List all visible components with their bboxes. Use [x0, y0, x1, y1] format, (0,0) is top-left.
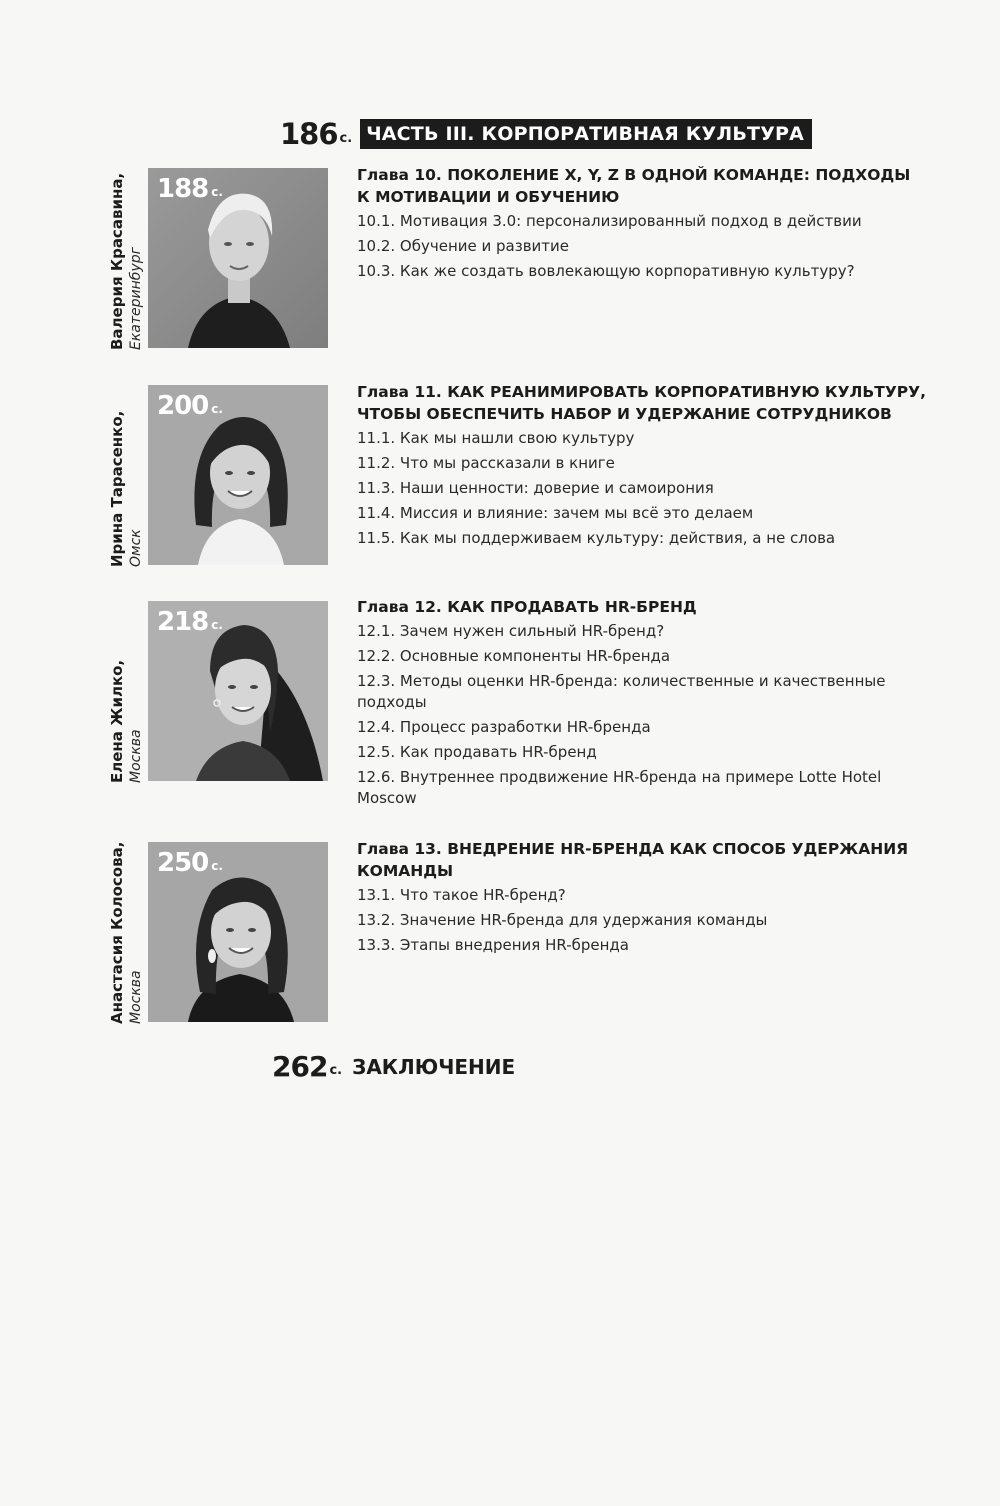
- list-item: 12.2. Основные компоненты HR-бренда: [357, 647, 671, 665]
- photo-page-number: [157, 848, 223, 878]
- page-suffix: с.: [211, 618, 223, 632]
- photo-page-number: [157, 174, 223, 204]
- conclusion-entry: [272, 1050, 515, 1083]
- conclusion-page-suffix: с.: [329, 1063, 343, 1078]
- author-city: Екатеринбург: [128, 247, 144, 350]
- author-name: Валерия Красавина,: [108, 172, 126, 350]
- author-photo: [148, 168, 328, 348]
- list-item: 10.2. Обучение и развитие: [357, 237, 570, 255]
- author-name: Елена Жилко,: [108, 659, 126, 783]
- page-suffix: с.: [211, 185, 223, 199]
- author-name: Ирина Тарасенко,: [108, 410, 126, 567]
- list-item: 11.2. Что мы рассказали в книге: [357, 454, 615, 472]
- photo-page-number: [157, 607, 223, 637]
- list-item: 10.1. Мотивация 3.0: персонализированный подход в действии: [357, 212, 862, 230]
- list-item: 12.3. Методы оценки HR-бренда: количественные и качественные подходы: [357, 672, 886, 711]
- list-item: 10.3. Как же создать вовлекающую корпоративную культуру?: [357, 262, 855, 280]
- part-header: [280, 114, 812, 154]
- chapter-title: Глава 12. КАК ПРОДАВАТЬ HR-БРЕНД: [357, 598, 697, 616]
- list-item: 12.6. Внутреннее продвижение HR-бренда на примере Lotte Hotel Moscow: [357, 768, 882, 807]
- page-number: 188: [157, 174, 209, 204]
- author-city: Москва: [128, 729, 144, 783]
- author-photo: [148, 601, 328, 781]
- page-suffix: с.: [211, 859, 223, 873]
- chapter-title: Глава 10. ПОКОЛЕНИЕ X, Y, Z В ОДНОЙ КОМАНДЕ: ПОДХОДЫ К МОТИВАЦИИ И ОБУЧЕНИЮ: [357, 166, 911, 206]
- conclusion-page-number: 262: [272, 1050, 328, 1083]
- author-caption: [108, 842, 145, 1024]
- chapter-block: [357, 164, 927, 286]
- chapter-block: [357, 596, 927, 813]
- author-city: Омск: [128, 529, 144, 567]
- list-item: 13.1. Что такое HR-бренд?: [357, 886, 566, 904]
- list-item: 12.1. Зачем нужен сильный HR-бренд?: [357, 622, 665, 640]
- list-item: 11.3. Наши ценности: доверие и самоирония: [357, 479, 714, 497]
- chapter-items: [357, 885, 927, 956]
- list-item: 11.1. Как мы нашли свою культуру: [357, 429, 635, 447]
- chapter-items: [357, 621, 927, 809]
- author-caption: [108, 411, 145, 567]
- conclusion-title: ЗАКЛЮЧЕНИЕ: [352, 1054, 516, 1079]
- list-item: 11.5. Как мы поддерживаем культуру: действия, а не слова: [357, 529, 836, 547]
- author-caption: [108, 660, 145, 783]
- chapter-title: Глава 11. КАК РЕАНИМИРОВАТЬ КОРПОРАТИВНУЮ КУЛЬТУРУ, ЧТОБЫ ОБЕСПЕЧИТЬ НАБОР И УДЕРЖАНИЕ СОТРУДНИКОВ: [357, 383, 926, 423]
- chapter-block: [357, 381, 927, 553]
- part-page-number: 186: [280, 117, 338, 151]
- author-name: Анастасия Колосова,: [108, 841, 126, 1024]
- page-suffix: с.: [211, 402, 223, 416]
- author-caption: [108, 173, 145, 350]
- page-number: 250: [157, 848, 209, 878]
- photo-page-number: [157, 391, 223, 421]
- list-item: 11.4. Миссия и влияние: зачем мы всё это делаем: [357, 504, 754, 522]
- part-page-suffix: с.: [339, 130, 353, 146]
- author-photo: [148, 385, 328, 565]
- author-photo: [148, 842, 328, 1022]
- chapter-block: [357, 838, 927, 960]
- page-number: 200: [157, 391, 209, 421]
- chapter-title: Глава 13. ВНЕДРЕНИЕ HR-БРЕНДА КАК СПОСОБ УДЕРЖАНИЯ КОМАНДЫ: [357, 840, 909, 880]
- list-item: 12.5. Как продавать HR-бренд: [357, 743, 597, 761]
- part-title: ЧАСТЬ III. КОРПОРАТИВНАЯ КУЛЬТУРА: [360, 119, 812, 149]
- list-item: 12.4. Процесс разработки HR-бренда: [357, 718, 651, 736]
- list-item: 13.3. Этапы внедрения HR-бренда: [357, 936, 629, 954]
- author-city: Москва: [128, 970, 144, 1024]
- chapter-items: [357, 428, 927, 549]
- chapter-items: [357, 211, 927, 282]
- page-number: 218: [157, 607, 209, 637]
- list-item: 13.2. Значение HR-бренда для удержания команды: [357, 911, 768, 929]
